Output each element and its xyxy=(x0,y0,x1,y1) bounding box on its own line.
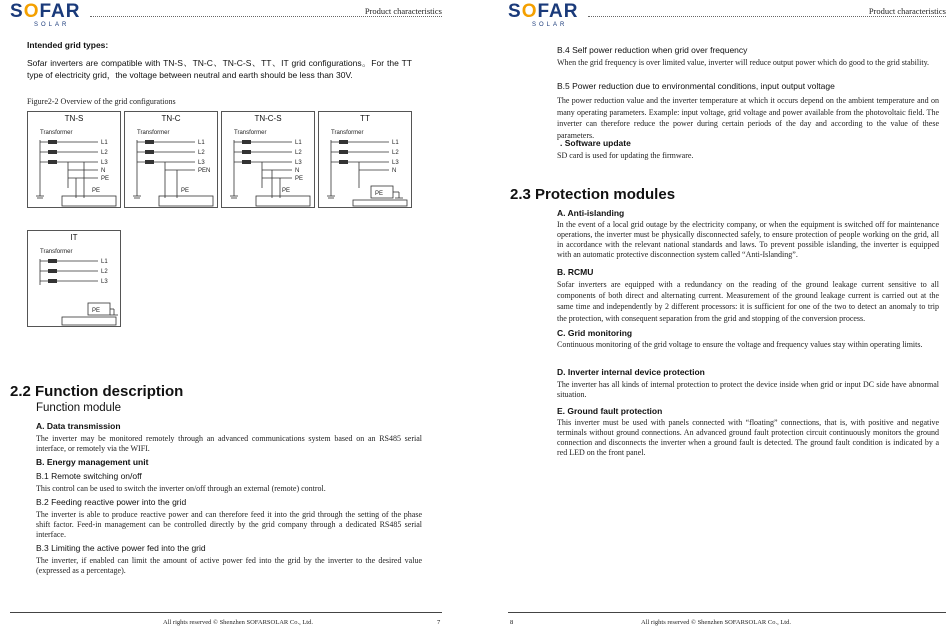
brand-logo: SOFAR SOLAR xyxy=(10,1,81,28)
tn-c-schematic-icon xyxy=(125,112,219,209)
active-power-text: The inverter, if enabled can limit the amount of active power fed into the grid by the inverter to the desired value (expressed as a percentage). xyxy=(36,556,422,575)
header-section-title: Product characteristics xyxy=(364,6,442,16)
svg-text:PE: PE xyxy=(92,188,101,194)
diagram-tt: TT Transformer L1 L2 L3 N PE xyxy=(318,111,412,208)
svg-text:L2: L2 xyxy=(198,150,205,156)
svg-text:L2: L2 xyxy=(392,150,399,156)
svg-text:N: N xyxy=(392,168,397,174)
svg-text:L1: L1 xyxy=(101,140,108,146)
grid-types-heading: Intended grid types: xyxy=(27,40,109,50)
svg-text:PE: PE xyxy=(375,191,384,197)
rcmu-title: B. RCMU xyxy=(557,267,594,277)
remote-switching-text: This control can be used to switch the inverter on/off through an external (remote) control. xyxy=(36,484,326,493)
svg-text:L1: L1 xyxy=(101,259,108,265)
active-power-title: B.3 Limiting the active power fed into the grid xyxy=(36,543,206,553)
tn-c-s-schematic-icon xyxy=(222,112,316,209)
ground-fault-title: E. Ground fault protection xyxy=(557,406,663,416)
footer-rule xyxy=(508,612,946,613)
svg-text:Transformer: Transformer xyxy=(40,130,73,136)
power-reduction-text: The power reduction value and the inverter temperature at which it occurs depend on the ambient temperature and on many operating parameters. Example: input voltage, grid voltage and power available from the photovoltaic field. The inverter can therefore reduce the power during certain periods of the day and according to the value of these parameters. xyxy=(557,96,939,140)
svg-text:L3: L3 xyxy=(101,160,108,166)
svg-text:L3: L3 xyxy=(101,279,108,285)
svg-text:L1: L1 xyxy=(295,140,302,146)
svg-text:L2: L2 xyxy=(101,150,108,156)
svg-text:PEN: PEN xyxy=(198,168,211,174)
software-update-text: SD card is used for updating the firmware. xyxy=(557,151,694,160)
data-transmission-text: The inverter may be monitored remotely through an advanced communications system based on an RS485 serial interface, or remotely via the WIFI. xyxy=(36,434,422,453)
svg-text:L3: L3 xyxy=(198,160,205,166)
tn-s-schematic-icon xyxy=(28,112,122,209)
sun-logo-icon: O xyxy=(521,1,538,22)
grid-types-paragraph: Sofar inverters are compatible with TN-S、TN-C、TN-C-S、TT、IT grid configurations。For the TT type of electricity grid，the voltage between neutral and earth should be less than 30V. xyxy=(27,58,412,81)
diagram-tn-c-s: TN-C-S Transformer L1 L2 L3 N PE PE xyxy=(221,111,315,208)
header-rule xyxy=(588,16,946,17)
svg-text:Transformer: Transformer xyxy=(40,249,73,255)
power-reduction-title: B.5 Power reduction due to environmental conditions, input output voltage xyxy=(557,81,835,91)
svg-text:L1: L1 xyxy=(198,140,205,146)
internal-protection-title: D. Inverter internal device protection xyxy=(557,367,705,377)
grid-monitoring-title: C. Grid monitoring xyxy=(557,328,633,338)
svg-text:PE: PE xyxy=(92,308,101,314)
figure-caption: Figure2-2 Overview of the grid configurations xyxy=(27,97,176,106)
svg-text:Transformer: Transformer xyxy=(331,130,364,136)
svg-text:Transformer: Transformer xyxy=(137,130,170,136)
it-schematic-icon xyxy=(28,231,122,328)
over-frequency-title: B.4 Self power reduction when grid over frequency xyxy=(557,45,748,55)
reactive-power-title: B.2 Feeding reactive power into the grid xyxy=(36,497,187,507)
footer-copyright: All rights reserved © Shenzhen SOFARSOLAR Co., Ltd. xyxy=(163,619,313,626)
svg-text:PE: PE xyxy=(295,176,304,182)
anti-islanding-title: A. Anti-islanding xyxy=(557,208,625,218)
page-number: 8 xyxy=(510,619,514,626)
svg-text:Transformer: Transformer xyxy=(234,130,267,136)
diagram-tn-c: TN-C Transformer L1 L2 L3 PEN PE xyxy=(124,111,218,208)
left-page xyxy=(0,0,460,632)
diagram-tn-s: TN-S Transformer L1 L2 L3 N PE PE xyxy=(27,111,121,208)
tt-schematic-icon xyxy=(319,112,413,209)
svg-text:PE: PE xyxy=(101,176,110,182)
section-2-3-heading: 2.3 Protection modules xyxy=(510,186,676,203)
grid-monitoring-text: Continuous monitoring of the grid voltage to ensure the voltage and frequency values stay within operating limits. xyxy=(557,340,923,349)
anti-islanding-text: In the event of a local grid outage by the electricity company, or when the equipment is switched off for maintenance operations, the inverter must be physically disconnected safely, to ensure protection of people working on the grid, all in accordance with the relevant national standards and laws. To prevent possible islanding, the inverter is equipped with an automatic protective disconnection system called “Anti-Islanding”. xyxy=(557,220,939,259)
function-module-heading: Function module xyxy=(36,402,122,414)
footer-rule xyxy=(10,612,442,613)
rcmu-text: Sofar inverters are equipped with a redundancy on the reading of the ground leakage current sensitive to all components of both direct and alternating current. Measurement of the ground leakage current is carried out at the same time and independently by 2 different processors: it is sufficient for one of the two to detect an anomaly to trip the protection, with consequent separation from the grid and stopping of the conversion process. xyxy=(557,280,939,323)
svg-text:N: N xyxy=(295,168,300,174)
svg-text:L3: L3 xyxy=(392,160,399,166)
energy-management-title: B. Energy management unit xyxy=(36,457,149,467)
svg-text:L2: L2 xyxy=(295,150,302,156)
header-rule xyxy=(90,16,442,17)
svg-text:N: N xyxy=(101,168,106,174)
internal-protection-text: The inverter has all kinds of internal protection to protect the device inside when grid or input DC side have abnormal situation. xyxy=(557,380,939,399)
svg-text:L1: L1 xyxy=(392,140,399,146)
over-frequency-text: When the grid frequency is over limited value, inverter will reduce output power which do good to the grid stability. xyxy=(557,58,930,67)
right-page xyxy=(488,0,950,632)
software-update-title: . Software update xyxy=(560,138,631,148)
page-number: 7 xyxy=(437,619,441,626)
sun-logo-icon: O xyxy=(23,1,40,22)
remote-switching-title: B.1 Remote switching on/off xyxy=(36,471,142,481)
header-section-title: Product characteristics xyxy=(868,6,946,16)
reactive-power-text: The inverter is able to produce reactive power and can therefore feed it into the grid through the setting of the phase shift factor. Feed-in management can be controlled directly by the grid company through a dedicated RS485 serial interface. xyxy=(36,510,422,539)
section-2-2-heading: 2.2 Function description xyxy=(10,383,184,400)
brand-logo: SOFAR SOLAR xyxy=(508,1,579,28)
svg-text:L3: L3 xyxy=(295,160,302,166)
svg-text:PE: PE xyxy=(181,188,190,194)
ground-fault-text: This inverter must be used with panels connected with “floating” connections, that is, with positive and negative terminals without ground connections. An advanced ground fault protection circuit continuously monitors the ground connection and disconnects the inverter when a ground fault is detected. The ground fault condition is indicated by a red LED on the front panel. xyxy=(557,418,939,457)
data-transmission-title: A. Data transmission xyxy=(36,421,121,431)
svg-text:PE: PE xyxy=(282,188,291,194)
diagram-it: IT Transformer L1 L2 L3 PE xyxy=(27,230,121,327)
svg-text:L2: L2 xyxy=(101,269,108,275)
footer-copyright: All rights reserved © Shenzhen SOFARSOLAR Co., Ltd. xyxy=(641,619,791,626)
